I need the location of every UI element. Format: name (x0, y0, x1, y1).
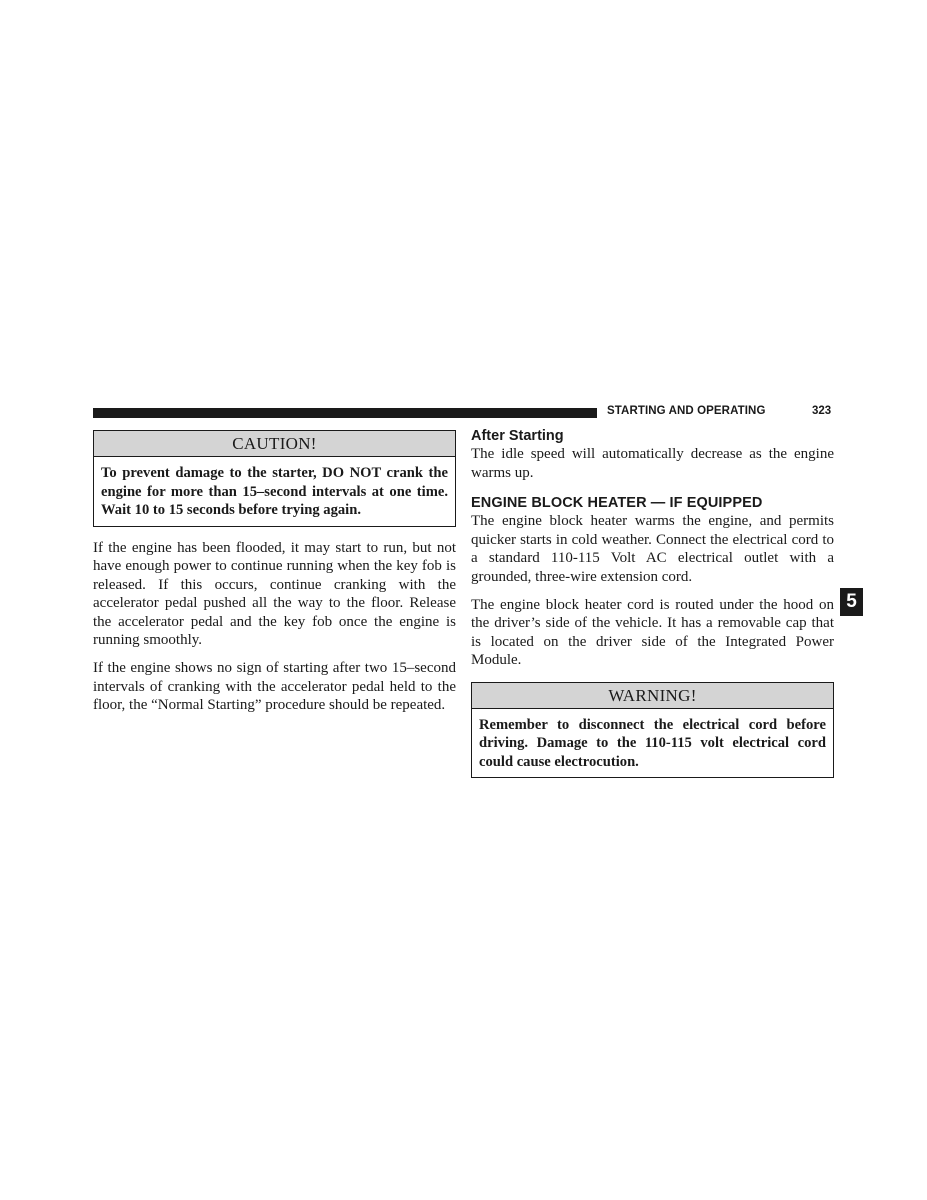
no-start-paragraph: If the engine shows no sign of starting after two 15–second intervals of cranking with the accelerator pedal held to the floor, the “Normal Starting” procedure should be repeated. (93, 660, 456, 714)
warning-text: Remember to disconnect the electrical cord before driving. Damage to the 110-115 volt electrical cord could cause electrocution. (479, 716, 826, 770)
flooded-engine-paragraph: If the engine has been flooded, it may start to run, but not have enough power to continue running when the key fob is released. If this occurs, continue cranking with the accelerator pedal pushed all the way to the floor. Release the accelerator pedal and the key fob once the engine is running smoothly. (93, 539, 456, 649)
right-column (471, 427, 834, 778)
after-starting-text: The idle speed will automatically decrease as the engine warms up. (471, 446, 834, 481)
page-number: 323 (812, 405, 832, 417)
chapter-tab: 5 (840, 588, 863, 616)
block-heater-paragraph-1: The engine block heater warms the engine, and permits quicker starts in cold weather. Connect the electrical cord to a standard 110-115 Volt AC electrical outlet with a grounded, three-wire extension cord. (471, 513, 834, 585)
caution-title: CAUTION! (94, 431, 455, 457)
left-column (93, 430, 456, 715)
header-rule (93, 408, 597, 418)
warning-box (471, 682, 834, 779)
after-starting-heading: After Starting (471, 428, 564, 444)
caution-box (93, 430, 456, 527)
warning-title: WARNING! (472, 683, 833, 709)
running-header-section: STARTING AND OPERATING (607, 405, 766, 417)
block-heater-heading: ENGINE BLOCK HEATER — IF EQUIPPED (471, 495, 763, 512)
block-heater-paragraph-2: The engine block heater cord is routed under the hood on the driver’s side of the vehicle. It has a removable cap that is located on the driver side of the Integrated Power Module. (471, 596, 834, 669)
caution-text: To prevent damage to the starter, DO NOT crank the engine for more than 15–second intervals at one time. Wait 10 to 15 seconds before trying again. (101, 465, 448, 518)
